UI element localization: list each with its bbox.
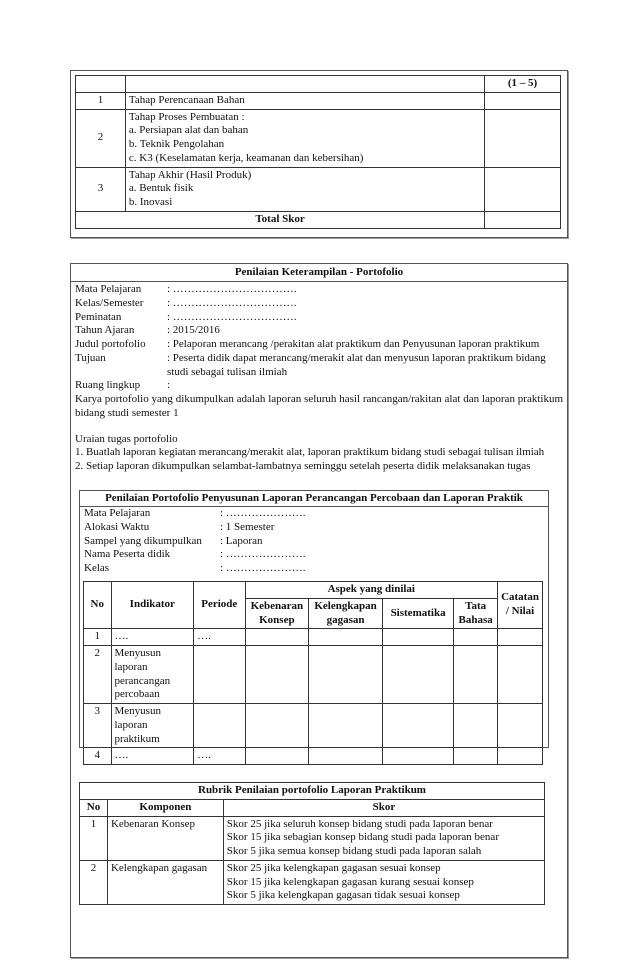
score-cell [245,646,309,704]
task-item: 1. Buatlah laporan kegiatan merancang/merakit alat, laporan praktikum bidang studi sebagai tulisan ilmiah [75,446,545,459]
header-no: No [84,582,112,629]
row-indikator: Menyusun laporan praktikum [111,704,194,748]
field-label: Nama Peserta didik [84,548,171,561]
score-cell [498,646,543,704]
table-row [84,704,543,748]
header-cell [125,76,484,93]
rubric-box [79,782,547,902]
rubric-title-row [80,783,545,800]
skor-line: Skor 15 jika kelengkapan gagasan kurang sesuai konsep [226,875,474,888]
table-row [80,860,545,904]
field-row [75,338,563,352]
score-cell [485,109,561,167]
skor-line: Skor 25 jika seluruh konsep bidang studi pada laporan benar [226,817,493,830]
row-periode: …. [194,748,245,765]
header-cell [76,76,126,93]
table-row [76,109,561,167]
field-label: Mata Pelajaran [75,283,142,295]
field-value: : …………………. [220,562,306,574]
row-text [125,92,484,109]
score-cell [454,629,498,646]
row-line: Tahap Akhir (Hasil Produk) [128,168,252,181]
row-komponen: Kebenaran Konsep [107,816,223,860]
tasks-title: Uraian tugas portofolio [75,432,178,445]
field-row [84,548,544,562]
field-label: Mata Pelajaran [84,507,151,519]
table-row [84,629,543,646]
row-periode [194,704,245,748]
score-cell [309,629,383,646]
field-label: Kelas/Semester [75,296,144,309]
row-number: 3 [84,704,112,748]
row-indikator: …. [111,748,194,765]
field-value: : Pelaporan merancang /perakitan alat praktikum dan Penyusunan laporan praktikum [167,338,540,350]
rubric-title: Rubrik Penilaian portofolio Laporan Praktikum [80,783,545,800]
total-row [76,211,561,228]
score-cell [309,704,383,748]
header-skor: Skor [223,799,544,816]
header-indikator: Indikator [111,582,194,629]
header-catatan: Catatan / Nilai [498,582,543,629]
row-line: a. Bentuk fisik [128,182,194,195]
score-cell [498,629,543,646]
score-cell [245,704,309,748]
row-number: 1 [76,92,126,109]
field-row [75,283,563,297]
header-aspek-col: Sistematika [382,598,453,629]
header-no: No [80,799,108,816]
total-score-cell [485,211,561,228]
rubric-table [79,782,545,905]
field-value: : ……………………………. [167,283,297,295]
table-row [76,167,561,211]
skor-line: Skor 5 jika semua konsep bidang studi pada laporan salah [226,845,482,857]
row-line: a. Persiapan alat dan bahan [128,124,249,137]
row-number: 2 [84,646,112,704]
field-row [75,379,563,393]
row-text [125,109,484,167]
header-periode: Periode [194,582,245,629]
row-line: c. K3 (Keselamatan kerja, keamanan dan kebersihan) [128,151,364,164]
row-number: 1 [80,816,108,860]
field-row [84,507,544,521]
field-label: Tahun Ajaran [75,324,135,337]
skor-line: Skor 5 jika kelengkapan gagasan tidak sesuai konsep [226,889,460,902]
score-cell [454,748,498,765]
table-row [84,646,543,704]
header-aspek: Aspek yang dinilai [245,582,498,599]
field-value: : 2015/2016 [167,324,220,337]
score-range-header: (1 – 5) [485,76,561,93]
field-label: Alokasi Waktu [84,520,150,533]
field-row [75,297,563,311]
row-text [125,167,484,211]
table-header-row [76,76,561,93]
score-cell [245,629,309,646]
row-komponen: Kelengkapan gagasan [107,860,223,904]
assessment-box [79,490,549,762]
total-label: Total Skor [76,211,485,228]
field-value: : …………………. [220,548,306,561]
row-line: Tahap Perencanaan Bahan [128,93,245,106]
table-row [76,92,561,109]
header-aspek-col: Kelengkapan gagasan [309,598,383,629]
field-label: Kelas [84,562,110,574]
field-value: : [167,379,171,392]
row-number: 2 [76,109,126,167]
task-item: 2. Setiap laporan dikumpulkan selambat-lambatnya seminggu setelah peserta didik melaksanakan tugas [75,460,531,472]
score-cell [498,748,543,765]
score-cell [382,629,453,646]
table-header-row [84,582,543,599]
header-aspek-col: Tata Bahasa [454,598,498,629]
skor-line: Skor 15 jika sebagian konsep bidang studi pada laporan benar [226,831,499,844]
score-cell [454,704,498,748]
score-cell [485,92,561,109]
assessment-title: Penilaian Portofolio Penyusunan Laporan Perancangan Percobaan dan Laporan Praktik [80,491,548,507]
field-label: Sampel yang dikumpulkan [84,534,202,547]
field-value: : ……………………………. [167,296,297,309]
field-value: : Laporan [220,534,263,547]
field-value: : 1 Semester [220,520,275,533]
header-aspek-col: Kebenaran Konsep [245,598,309,629]
assessment-info [80,507,548,576]
portfolio-box [70,263,568,958]
row-periode: …. [194,629,245,646]
score-cell [485,167,561,211]
field-row [75,324,563,338]
row-number: 4 [84,748,112,765]
field-label: Tujuan [75,351,106,364]
row-line: b. Inovasi [128,196,173,208]
score-cell [309,748,383,765]
score-cell [382,646,453,704]
header-komponen: Komponen [107,799,223,816]
assessment-table [83,581,543,765]
row-line: b. Teknik Pengolahan [128,138,225,150]
score-cell [382,704,453,748]
row-indikator: Menyusun laporan perancangan percobaan [111,646,194,704]
table-row [84,748,543,765]
field-row [84,562,544,576]
row-periode [194,646,245,704]
scoring-table [75,75,561,229]
row-number: 1 [84,629,112,646]
row-number: 3 [76,167,126,211]
field-row [75,352,563,380]
row-indikator: …. [111,629,194,646]
table-row [80,816,545,860]
field-row [75,311,563,325]
row-skor [223,816,544,860]
score-cell [245,748,309,765]
field-value: : Peserta didik dapat merancang/merakit alat dan menyusun laporan praktikum bidang studi sebagai tulisan ilmiah [167,351,546,378]
row-skor [223,860,544,904]
field-value: : …………………. [220,507,306,519]
portfolio-title: Penilaian Keterampilan - Portofolio [71,264,567,282]
field-label: Peminatan [75,310,122,323]
field-label: Judul portofolio [75,338,146,350]
portfolio-info [71,282,567,474]
field-value: : ……………………………. [167,310,297,323]
scope-text: Karya portofolio yang dikumpulkan adalah laporan seluruh hasil rancangan/rakitan alat dan laporan praktikum bidang studi semester 1 [75,393,563,419]
score-cell [382,748,453,765]
score-cell [309,646,383,704]
field-row [84,521,544,535]
row-line: Tahap Proses Pembuatan : [128,110,245,123]
score-cell [498,704,543,748]
field-row [84,535,544,549]
row-number: 2 [80,860,108,904]
skor-line: Skor 25 jika kelengkapan gagasan sesuai konsep [226,861,441,874]
field-label: Ruang lingkup [75,379,141,392]
scoring-box [70,70,568,238]
table-header-row [80,799,545,816]
score-cell [454,646,498,704]
